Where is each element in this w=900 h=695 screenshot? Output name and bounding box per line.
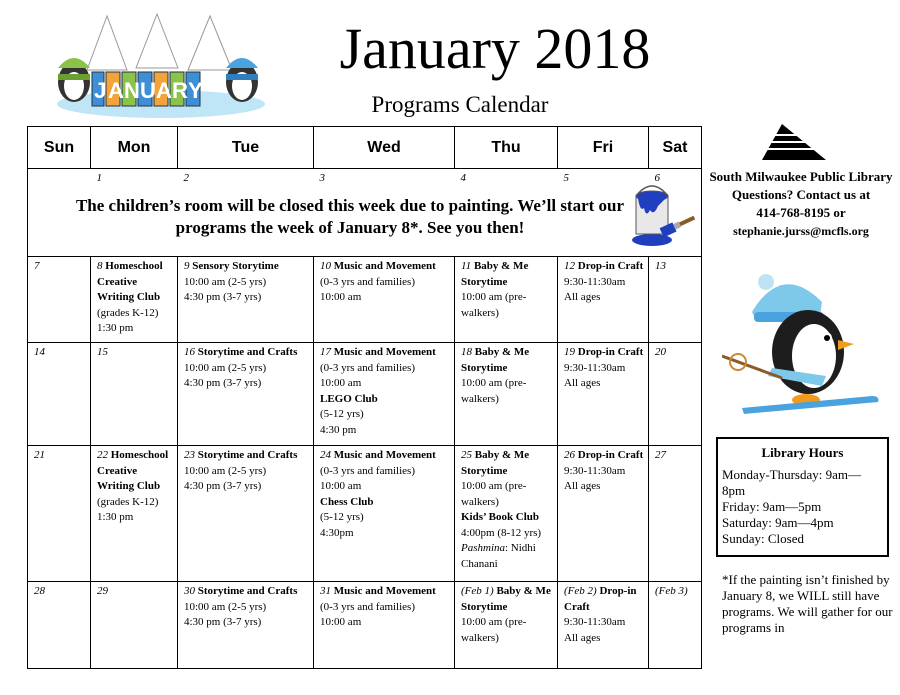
day-cell [91, 257, 178, 343]
paint-can-icon [626, 182, 696, 248]
day-number: 26 [564, 449, 575, 461]
day-cell [649, 582, 702, 669]
day-number: 30 [184, 585, 195, 597]
day-number: 2 [183, 172, 189, 184]
day-cell [649, 257, 702, 343]
day-cell [178, 257, 314, 343]
event-title: Baby & Me Storytime [461, 585, 551, 613]
event-detail: 10:00 am (2-5 yrs) [184, 600, 267, 613]
event-detail: (grades K-12) [97, 495, 159, 508]
event-detail: 4:30 pm (3-7 yrs) [184, 291, 262, 303]
day-cell [91, 582, 178, 669]
week-row-3 [28, 343, 702, 446]
event [178, 257, 313, 306]
event-detail: 4:00pm (8-12 yrs) [461, 526, 542, 539]
event-detail: All ages [564, 480, 601, 492]
svg-text:U: U [140, 78, 156, 103]
hours-line: Friday: 9am—5pm [722, 499, 822, 514]
event [558, 343, 648, 392]
event-detail: 1:30 pm [97, 511, 134, 523]
hours-line: Monday-Thursday: 9am—8pm [722, 467, 862, 498]
event-detail: 10:00 am [320, 377, 362, 389]
event-title: Baby & Me Storytime [461, 449, 530, 477]
page-title: January 2018 [339, 16, 651, 81]
day-cell [314, 257, 455, 343]
day-cell [455, 582, 558, 669]
day-number: 18 [461, 346, 472, 358]
hours-heading: Library Hours [761, 445, 844, 460]
event-title: Sensory Storytime [192, 260, 279, 272]
event-title: Music and Movement [333, 260, 436, 272]
day-cell [28, 257, 91, 343]
event-detail: 4:30 pm (3-7 yrs) [184, 480, 262, 492]
day-number: 19 [564, 346, 575, 358]
event [314, 446, 454, 541]
day-number: (Feb 1) [461, 585, 494, 597]
day-number: (Feb 3) [655, 585, 688, 597]
day-number: 22 [97, 449, 108, 461]
event [314, 582, 454, 631]
event-title: Drop-in Craft [577, 260, 644, 272]
day-number: 12 [564, 260, 575, 272]
event-title: Baby & Me Storytime [461, 346, 530, 374]
day-number: 8 [97, 260, 103, 272]
library-contact [708, 168, 894, 240]
event-detail: 10:00 am [320, 616, 362, 628]
day-number: 14 [34, 346, 45, 358]
event-title: Storytime and Crafts [197, 346, 298, 358]
event-detail: 4:30pm [320, 526, 354, 539]
event-detail: 10:00 am [320, 291, 362, 303]
day-number: 25 [461, 449, 472, 461]
day-cell [28, 446, 91, 582]
event-detail: 4:30 pm (3-7 yrs) [184, 377, 262, 389]
day-cell [455, 257, 558, 343]
svg-text:A: A [156, 78, 172, 103]
day-number: 7 [34, 260, 40, 272]
event-title: Storytime and Crafts [197, 449, 298, 461]
day-number: 24 [320, 449, 331, 461]
day-number: 31 [320, 585, 331, 597]
event-detail: 9:30-11:30am [564, 361, 626, 374]
event-detail: All ages [564, 291, 601, 303]
painting-footnote: *If the painting isn’t finished by January 8, we WILL still have programs. We will gather for our programs in [722, 572, 893, 635]
hours-line: Saturday: 9am—4pm [722, 515, 834, 530]
svg-text:N: N [124, 78, 140, 103]
event-detail: All ages [564, 377, 601, 389]
hours-line: Sunday: Closed [722, 531, 804, 546]
day-cell [28, 343, 91, 446]
event-detail: (0-3 yrs and families) [320, 361, 415, 374]
event [558, 446, 648, 495]
weekday-mon: Mon [91, 127, 178, 169]
day-cell [314, 582, 455, 669]
day-cell [91, 343, 178, 446]
contact-prompt: Questions? Contact us at [731, 187, 871, 202]
event-detail: 10:00 am (2-5 yrs) [184, 361, 267, 374]
day-cell [178, 343, 314, 446]
event-detail: 10:00 am (2-5 yrs) [184, 464, 267, 477]
event [314, 343, 454, 438]
day-cell [558, 446, 649, 582]
day-number: 11 [461, 260, 472, 272]
event [558, 582, 648, 646]
event-detail: All ages [564, 631, 601, 644]
event [91, 257, 177, 337]
day-cell [314, 343, 455, 446]
day-cell [649, 446, 702, 582]
library-logo-icon [762, 124, 826, 160]
event [455, 343, 557, 407]
day-number: (Feb 2) [564, 585, 597, 597]
event-title: Music and Movement [333, 449, 436, 461]
event [178, 343, 313, 392]
library-phone: 414-768-8195 or [756, 205, 846, 220]
event-detail: (0-3 yrs and families) [320, 600, 415, 613]
event-detail: 10:00 am [320, 480, 362, 492]
week-row-5 [28, 582, 702, 669]
event-detail: (5-12 yrs) [320, 511, 364, 523]
day-number: 10 [320, 260, 331, 272]
day-cell [558, 582, 649, 669]
event-title: Chess Club [320, 495, 374, 508]
event-detail: 9:30-11:30am [564, 464, 626, 477]
day-number: 3 [319, 172, 325, 184]
day-number: 6 [654, 172, 660, 184]
day-number: 17 [320, 346, 331, 358]
library-email[interactable]: stephanie.jurss@mcfls.org [733, 224, 869, 238]
event-detail: (5-12 yrs) [320, 408, 364, 420]
event-title: Homeschool Creative Writing Club [97, 449, 169, 492]
weekday-tue: Tue [178, 127, 314, 169]
event-detail: 4:30 pm (3-7 yrs) [184, 616, 262, 628]
event [455, 446, 557, 572]
event-title: Storytime and Crafts [197, 585, 298, 597]
weekday-fri: Fri [558, 127, 649, 169]
day-cell [28, 582, 91, 669]
day-number: 5 [563, 172, 569, 184]
day-number: 16 [184, 346, 195, 358]
svg-text:Y: Y [188, 78, 203, 103]
day-number: 27 [655, 449, 666, 461]
event-detail: 4:30 pm [320, 423, 357, 436]
day-cell [178, 446, 314, 582]
day-cell [178, 582, 314, 669]
weekday-header-row [28, 127, 702, 169]
day-number: 20 [655, 346, 666, 358]
event-detail: 9:30-11:30am [564, 275, 626, 288]
event-title: Kids’ Book Club [461, 511, 540, 523]
day-number: 1 [96, 172, 102, 184]
day-cell [649, 343, 702, 446]
page-subtitle: Programs Calendar [371, 92, 549, 117]
day-number: 9 [184, 260, 190, 272]
event [455, 582, 557, 646]
event-detail: 1:30 pm [97, 322, 134, 334]
event [558, 257, 648, 306]
day-cell [558, 343, 649, 446]
event-detail: 10:00 am (pre-walkers) [461, 291, 527, 319]
svg-text:R: R [172, 78, 188, 103]
weekday-thu: Thu [455, 127, 558, 169]
day-cell [91, 446, 178, 582]
day-cell [455, 446, 558, 582]
day-number: 4 [460, 172, 466, 184]
day-cell [558, 257, 649, 343]
event-detail: 10:00 am (pre-walkers) [461, 480, 527, 508]
library-name: South Milwaukee Public Library [709, 169, 893, 184]
event-title: Drop-in Craft [577, 346, 644, 358]
svg-text:A: A [108, 78, 124, 103]
event-title: Drop-in Craft [564, 585, 637, 613]
event-title: Drop-in Craft [577, 449, 644, 461]
event [91, 446, 177, 526]
day-cell [314, 446, 455, 582]
event-detail: (0-3 yrs and families) [320, 464, 415, 477]
weekday-wed: Wed [314, 127, 455, 169]
event [178, 582, 313, 631]
event [314, 257, 454, 306]
event-title: LEGO Club [320, 392, 378, 405]
event-detail: (0-3 yrs and families) [320, 275, 415, 288]
day-number: 28 [34, 585, 45, 597]
library-hours-box [716, 437, 889, 557]
weekday-sat: Sat [649, 127, 702, 169]
event-detail: 9:30-11:30am [564, 616, 626, 628]
event [455, 257, 557, 321]
event-detail: 10:00 am (pre-walkers) [461, 377, 527, 405]
event-title: Homeschool Creative Writing Club [97, 260, 163, 303]
week-row-2 [28, 257, 702, 343]
weekday-sun: Sun [28, 127, 91, 169]
day-number: 21 [34, 449, 45, 461]
svg-text:J: J [94, 78, 107, 103]
event-detail: 10:00 am (2-5 yrs) [184, 275, 267, 288]
skiing-penguin-icon [722, 272, 882, 418]
day-number: 29 [97, 585, 108, 597]
closed-notice: The children’s room will be closed this week due to painting. We’ll start our programs the week of January 8*. See you then! [75, 196, 625, 237]
day-number: 13 [655, 260, 666, 272]
day-number: 23 [184, 449, 195, 461]
day-number: 15 [97, 346, 108, 358]
january-banner-icon [52, 12, 270, 120]
event-detail: (grades K-12) [97, 306, 159, 319]
event [178, 446, 313, 495]
event-title: Music and Movement [333, 346, 436, 358]
book-author: : Nidhi Chanani [461, 542, 536, 570]
event-title: Baby & Me Storytime [461, 260, 529, 288]
event-title: Music and Movement [333, 585, 436, 597]
event-detail: 10:00 am (pre-walkers) [461, 616, 527, 644]
week-row-4 [28, 446, 702, 582]
day-cell [455, 343, 558, 446]
book-title: Pashmina [461, 542, 505, 554]
